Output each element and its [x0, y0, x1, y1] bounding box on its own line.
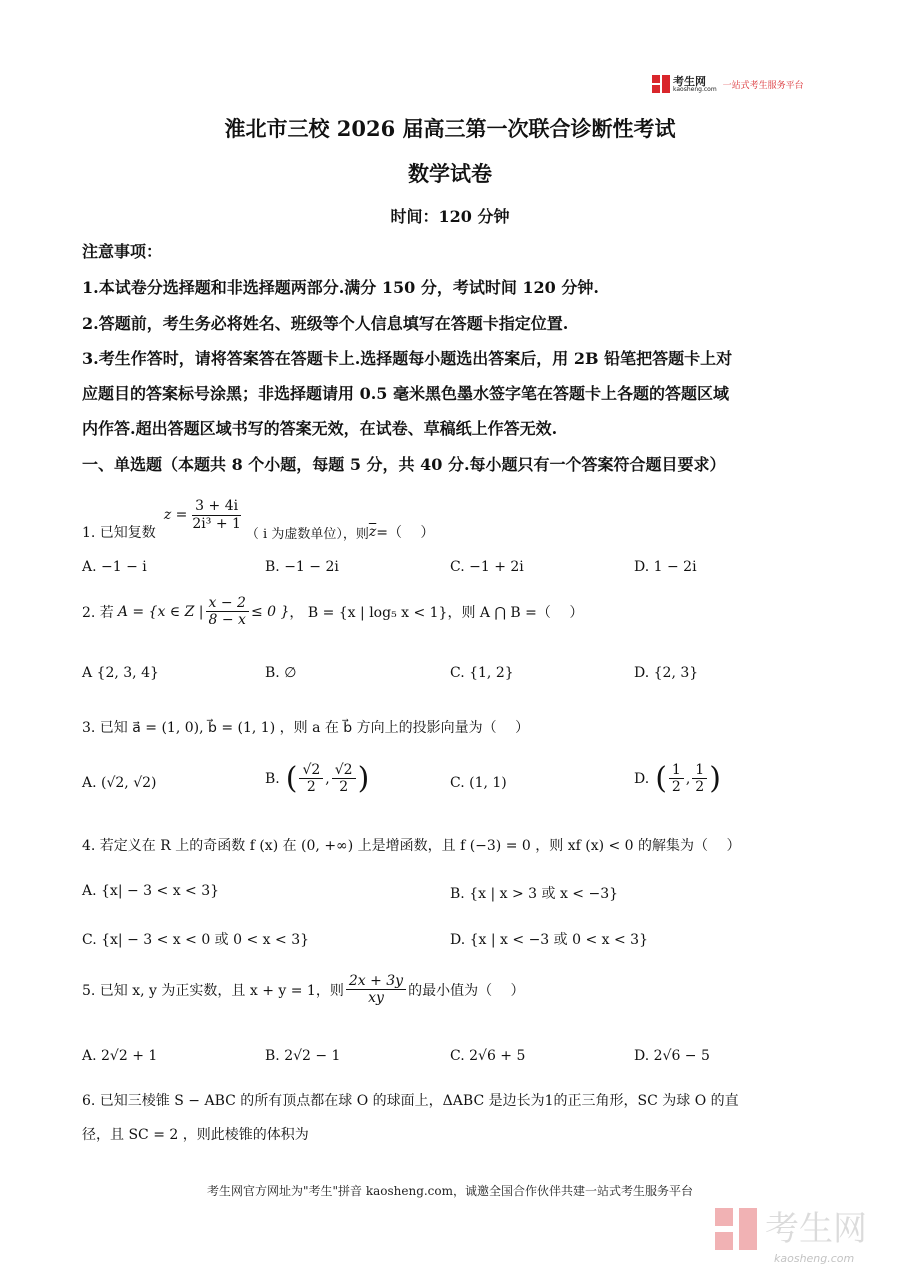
q5-fraction [346, 973, 406, 1006]
q1-option-d: D. 1 − 2i [634, 559, 697, 575]
watermark-logo-icon [715, 1208, 757, 1250]
q2-numerator: x − 2 [206, 595, 249, 612]
q4-option-c: C. {x| − 3 < x < 0 或 0 < x < 3} [82, 932, 310, 948]
q1-fraction [189, 498, 244, 531]
q5-denominator: xy [368, 990, 384, 1007]
q4-option-d: D. {x | x < −3 或 0 < x < 3} [450, 932, 648, 948]
q3-option-d: D. ( $\frac{1}{2}$ , $\frac{1}{2}$ ) [634, 760, 721, 796]
watermark-name: 考生网 [765, 1209, 867, 1249]
q3-d-den-1: 2 [671, 779, 681, 796]
q5-option-b: B. 2√2 − 1 [265, 1048, 341, 1064]
q1-option-a: A. −1 − i [82, 559, 147, 575]
notice-item-3-line-1: 3.考生作答时，请将答案答在答题卡上.选择题每小题选出答案后，用 2B 铅笔把答题卡上对 [82, 349, 733, 368]
q1-option-c: C. −1 + 2i [450, 559, 524, 575]
q4-option-b: B. {x | x > 3 或 x < −3} [450, 886, 619, 902]
q3-d-num-2: 1 [692, 762, 707, 779]
q2-option-a: A {2, 3, 4} [82, 665, 159, 681]
question-3: 3. 已知 a⃗ = (1, 0), b⃗ = (1, 1) ，则 a 在 b⃗ 方向上的投影向量为（ ） [82, 720, 530, 736]
notice-item-1: 1.本试卷分选择题和非选择题两部分.满分 150 分，考试时间 120 分钟. [82, 278, 599, 297]
q3-option-b: B. ( $\frac{√2}{2}$ , $\frac{√2}{2}$ ) [265, 760, 370, 796]
q2-fraction [206, 595, 249, 628]
q2-option-b: B. ∅ [265, 665, 297, 681]
q3-option-d-frac-1 [669, 762, 684, 795]
q1-suffix: =（ ） [376, 525, 435, 541]
notice-item-2: 2.答题前，考生务必将姓名、班级等个人信息填写在答题卡指定位置. [82, 314, 569, 333]
q2-set-a-right: ≤ 0 } [250, 603, 290, 620]
exam-time: 时间：120 分钟 [390, 207, 510, 226]
section-1-heading: 一、单选题（本题共 8 个小题，每题 5 分，共 40 分.每小题只有一个答案符合题目要求） [82, 455, 726, 474]
q2-prefix: 2. 若 [82, 604, 114, 621]
question-6-line-1: 6. 已知三棱锥 S − ABC 的所有顶点都在球 O 的球面上，ΔABC 是边长为1的正三角形，SC 为球 O 的直 [82, 1093, 739, 1109]
q5-prefix: 5. 已知 x, y 为正实数，且 x + y = 1，则 [82, 982, 344, 999]
q5-numerator: 2x + 3y [346, 973, 406, 990]
q3-option-d-frac-2 [692, 762, 707, 795]
q3-option-b-frac-1 [299, 762, 323, 795]
notice-heading: 注意事项： [82, 242, 163, 261]
q5-option-d: D. 2√6 − 5 [634, 1048, 710, 1064]
q3-b-den-2: 2 [339, 779, 349, 796]
q5-suffix: 的最小值为（ ） [408, 982, 525, 999]
q1-mid: （ i 为虚数单位），则 [245, 526, 369, 542]
q4-option-a: A. {x| − 3 < x < 3} [82, 883, 220, 899]
logo-icon [652, 75, 670, 93]
logo-name: 考生网 [673, 74, 706, 88]
q1-z-eq: z = [163, 507, 188, 523]
notice-item-3-line-2: 应题目的答案标号涂黑；非选择题请用 0.5 毫米黑色墨水签字笔在答题卡上各题的答题区域 [82, 384, 729, 403]
q1-denominator: 2i³ + 1 [192, 515, 241, 532]
question-2 [82, 595, 583, 628]
q3-d-den-2: 2 [695, 779, 705, 796]
q3-d-num-1: 1 [669, 762, 684, 779]
logo-slogan: 一站式考生服务平台 [722, 80, 804, 91]
exam-title: 淮北市三校 2026 届高三第一次联合诊断性考试 [224, 116, 676, 141]
watermark-domain: kaosheng.com [774, 1252, 855, 1265]
q2-denominator: 8 − x [208, 612, 246, 629]
question-6-line-2: 径，且 SC = 2 ，则此棱锥的体积为 [82, 1127, 309, 1143]
q3-b-num-2: √2 [332, 762, 356, 779]
notice-item-3-line-3: 内作答.超出答题区域书写的答案无效，在试卷、草稿纸上作答无效. [82, 419, 558, 438]
logo-domain: kaosheng.com [673, 85, 717, 93]
question-4: 4. 若定义在 R 上的奇函数 f (x) 在 (0, +∞) 上是增函数，且 f (−3) = 0 ，则 xf (x) < 0 的解集为（ ） [82, 838, 741, 854]
q1-numerator: 3 + 4i [192, 498, 241, 515]
q3-b-num-1: √2 [299, 762, 323, 779]
q2-option-d: D. {2, 3} [634, 665, 699, 681]
question-1 [82, 492, 434, 542]
exam-subject: 数学试卷 [408, 161, 492, 186]
q3-option-d-label: D. [634, 770, 650, 787]
question-5 [82, 973, 525, 1006]
q1-prefix: 1. 已知复数 [82, 525, 156, 541]
q2-set-a-left: A = {x ∈ Z | [117, 603, 204, 620]
q5-option-a: A. 2√2 + 1 [82, 1048, 158, 1064]
q3-option-b-label: B. [265, 770, 280, 787]
q3-option-a: A. (√2, √2) [82, 775, 157, 791]
q3-option-b-frac-2 [332, 762, 356, 795]
q1-zbar: $\overline{z}$ [368, 524, 377, 540]
brand-logo [652, 73, 804, 95]
q1-option-b: B. −1 − 2i [265, 559, 339, 575]
q2-option-c: C. {1, 2} [450, 665, 514, 681]
q2-suffix: ，则 A ⋂ B =（ ） [447, 604, 584, 621]
q3-b-den-1: 2 [306, 779, 316, 796]
watermark [715, 1208, 867, 1250]
q3-option-c: C. (1, 1) [450, 775, 507, 791]
q5-option-c: C. 2√6 + 5 [450, 1048, 526, 1064]
page-footer: 考生网官方网址为"考生"拼音 kaosheng.com，诚邀全国合作伙伴共建一站式考生服务平台 [206, 1184, 694, 1198]
q2-set-b: ， B = {x | log₅ x < 1} [289, 604, 448, 621]
